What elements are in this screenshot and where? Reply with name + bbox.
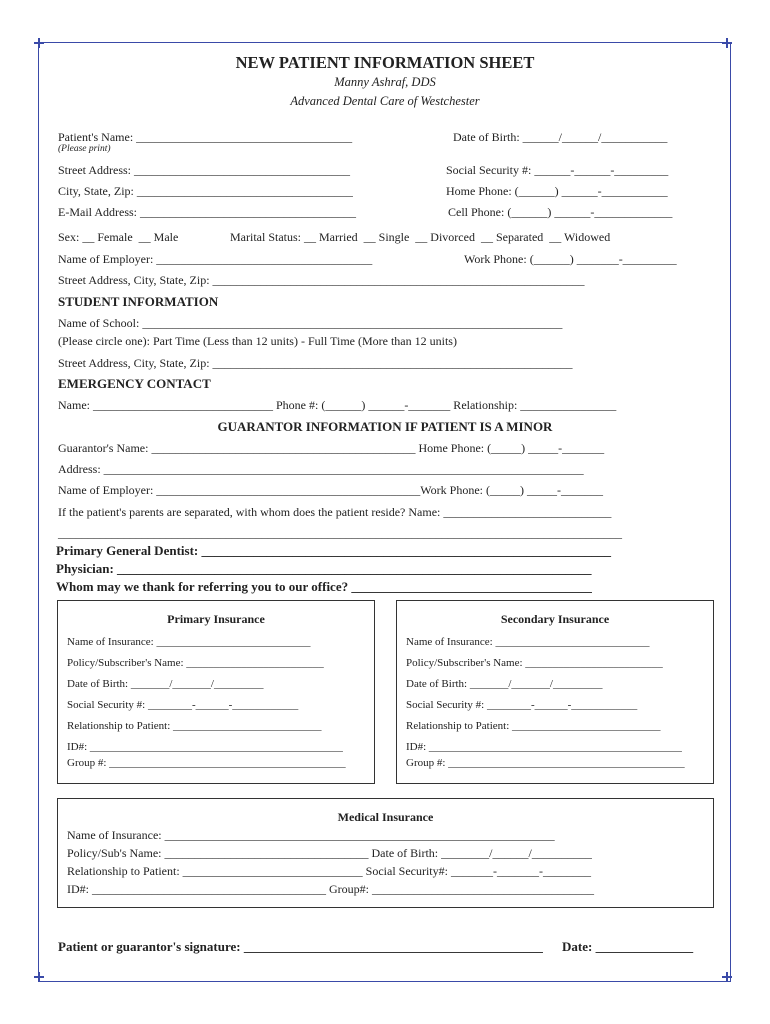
medical-insurance-heading: Medical Insurance: [337, 810, 434, 824]
school-address-field[interactable]: Street Address, City, State, Zip: ____________________________________________________________: [58, 356, 573, 370]
practice-name: Advanced Dental Care of Westchester: [290, 94, 480, 108]
corner-mark-icon: [34, 38, 44, 48]
work-phone-field[interactable]: Work Phone: (______) _______-_________: [464, 252, 677, 266]
secondary-relationship-field[interactable]: Relationship to Patient: ___________________________: [406, 720, 661, 732]
referral-source-field[interactable]: Whom may we thank for referring you to our office? _____________________________________: [56, 579, 592, 594]
corner-mark-icon: [722, 38, 732, 48]
primary-insurance-heading: Primary Insurance: [167, 612, 265, 626]
enrollment-status-options[interactable]: (Please circle one): Part Time (Less than 12 units) - Full Time (More than 12 units): [58, 334, 457, 348]
primary-group-field[interactable]: Group #: ___________________________________________: [67, 757, 346, 769]
emergency-contact-field[interactable]: Name: ______________________________ Phone #: (______) ______-_______ Relationship: ________________: [58, 398, 617, 412]
medical-insurance-name-field[interactable]: Name of Insurance: _________________________________________________________________: [67, 828, 555, 842]
separated-parents-field[interactable]: If the patient's parents are separated, with whom does the patient reside? Name: ____________________________: [58, 505, 612, 519]
medical-subscriber-field[interactable]: Policy/Sub's Name: __________________________________ Date of Birth: ________/______/__________: [67, 846, 592, 860]
cell-phone-field[interactable]: Cell Phone: (______) ______-_____________: [448, 205, 673, 219]
signature-date-field[interactable]: Date: _______________: [562, 939, 694, 954]
school-name-field[interactable]: Name of School: ______________________________________________________________________: [58, 316, 563, 330]
marital-status-options[interactable]: Marital Status: __ Married __ Single __ Divorced __ Separated __ Widowed: [230, 230, 611, 244]
secondary-group-field[interactable]: Group #: ___________________________________________: [406, 757, 685, 769]
secondary-id-field[interactable]: ID#: ______________________________________________: [406, 741, 682, 753]
primary-insurance-name-field[interactable]: Name of Insurance: ____________________________: [67, 636, 311, 648]
primary-relationship-field[interactable]: Relationship to Patient: ___________________________: [67, 720, 322, 732]
guarantor-address-field[interactable]: Address: ________________________________________________________________________________: [58, 462, 584, 476]
signature-field[interactable]: Patient or guarantor's signature: ______________________________________________: [58, 939, 543, 954]
guarantor-heading: GUARANTOR INFORMATION IF PATIENT IS A MINOR: [217, 419, 553, 434]
please-print-note: (Please print): [58, 144, 111, 154]
secondary-subscriber-field[interactable]: Policy/Subscriber's Name: _________________________: [406, 657, 663, 669]
primary-dob-field[interactable]: Date of Birth: _______/_______/_________: [67, 678, 264, 690]
date-of-birth-field[interactable]: Date of Birth: ______/______/___________: [453, 130, 668, 144]
physician-field[interactable]: Physician: _________________________________________________________________________: [56, 561, 592, 576]
corner-mark-icon: [722, 972, 732, 982]
form-title: NEW PATIENT INFORMATION SHEET: [235, 53, 535, 72]
secondary-dob-field[interactable]: Date of Birth: _______/_______/_________: [406, 678, 603, 690]
corner-mark-icon: [34, 972, 44, 982]
secondary-insurance-box: [396, 600, 714, 784]
employer-address-field[interactable]: Street Address, City, State, Zip: ______________________________________________________________: [58, 273, 585, 287]
separated-parents-blank-line[interactable]: ______________________________________________________________________________________________: [58, 526, 622, 540]
secondary-insurance-name-field[interactable]: Name of Insurance: ____________________________: [406, 636, 650, 648]
sex-options[interactable]: Sex: __ Female __ Male: [58, 230, 179, 244]
primary-insurance-box: [57, 600, 375, 784]
patient-name-field[interactable]: Patient's Name: ____________________________________: [58, 130, 353, 144]
city-state-zip-field[interactable]: City, State, Zip: ____________________________________: [58, 184, 353, 198]
secondary-ssn-field[interactable]: Social Security #: ________-______-____________: [406, 699, 638, 711]
medical-relationship-field[interactable]: Relationship to Patient: ______________________________ Social Security#: _______-_______-________: [67, 864, 591, 878]
guarantor-employer-field[interactable]: Name of Employer: ____________________________________________Work Phone: (_____) _____-_______: [58, 483, 603, 497]
guarantor-name-field[interactable]: Guarantor's Name: ____________________________________________ Home Phone: (_____) _____-_______: [58, 441, 605, 455]
secondary-insurance-heading: Secondary Insurance: [500, 612, 610, 626]
medical-insurance-box: [57, 798, 714, 908]
primary-id-field[interactable]: ID#: ______________________________________________: [67, 741, 343, 753]
primary-dentist-field[interactable]: Primary General Dentist: _______________________________________________________________: [56, 543, 611, 558]
student-info-heading: STUDENT INFORMATION: [58, 294, 219, 309]
emergency-contact-heading: EMERGENCY CONTACT: [58, 376, 211, 391]
primary-ssn-field[interactable]: Social Security #: ________-______-____________: [67, 699, 299, 711]
doctor-name: Manny Ashraf, DDS: [334, 75, 436, 89]
home-phone-field[interactable]: Home Phone: (______) ______-___________: [446, 184, 668, 198]
social-security-field[interactable]: Social Security #: ______-______-_________: [446, 163, 669, 177]
email-field[interactable]: E-Mail Address: ____________________________________: [58, 205, 356, 219]
street-address-field[interactable]: Street Address: ____________________________________: [58, 163, 350, 177]
primary-subscriber-field[interactable]: Policy/Subscriber's Name: _________________________: [67, 657, 324, 669]
employer-name-field[interactable]: Name of Employer: ____________________________________: [58, 252, 373, 266]
medical-id-group-field[interactable]: ID#: _______________________________________ Group#: _____________________________________: [67, 882, 594, 896]
